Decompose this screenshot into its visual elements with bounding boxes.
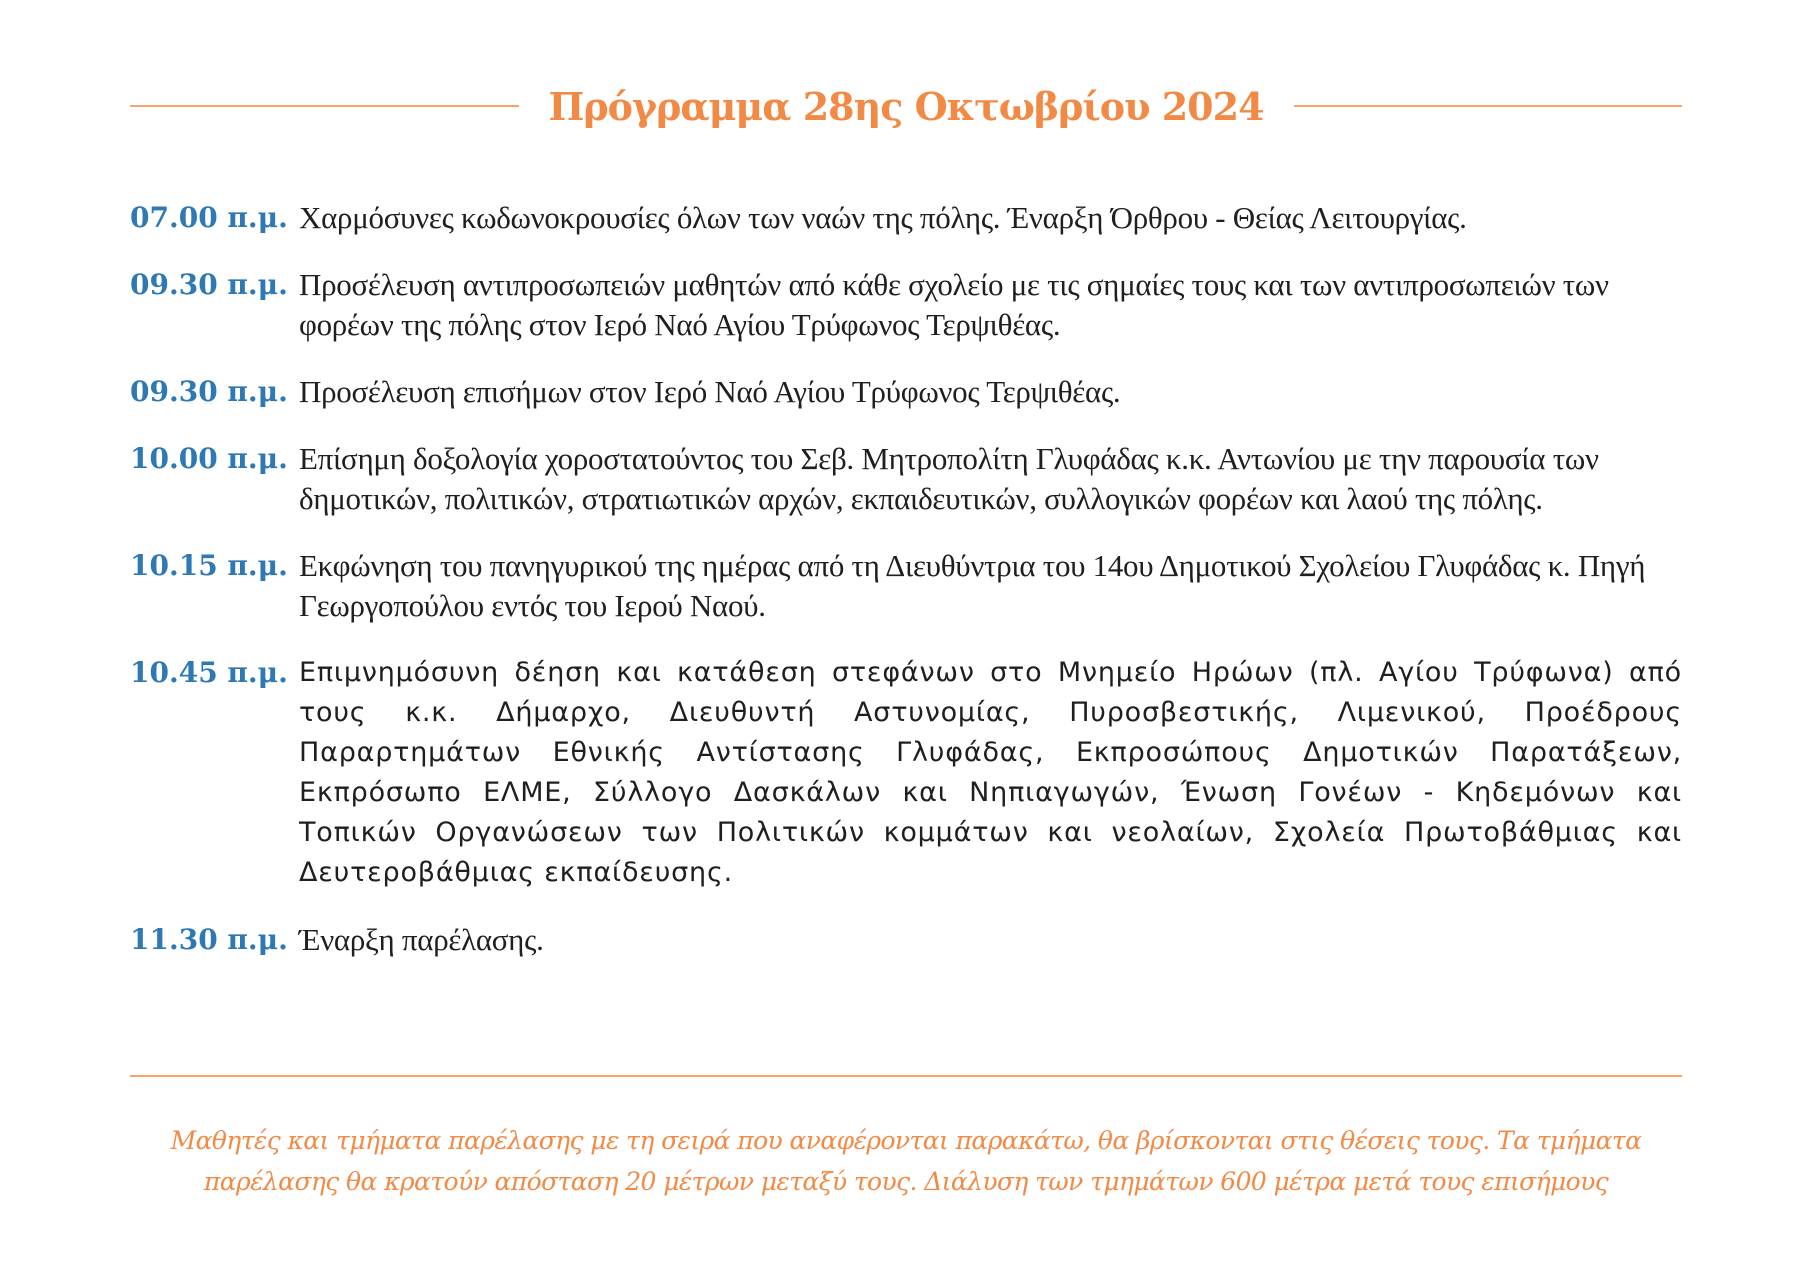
schedule-entry (130, 372, 1682, 412)
entry-description: Εκφώνηση του πανηγυρικού της ημέρας από τη Διευθύντρια του 14ου Δημοτικού Σχολείου Γλυφάδας κ. Πηγή Γεωργοπούλου εντός του Ιερού Ναού. (299, 548, 1646, 623)
entry-description: Προσέλευση αντιπροσωπειών μαθητών από κάθε σχολείο με τις σημαίες τους και των αντιπροσωπειών των φορέων της πόλης στον Ιερό Ναό Αγίου Τρύφωνος Τερψιθέας. (299, 267, 1609, 342)
footer-note-line: παρέλασης θα κρατούν απόσταση 20 μέτρων μεταξύ τους. Διάλυση των τμημάτων 600 μέτρα μετά τους επισήμους (203, 1167, 1609, 1196)
entry-description: Προσέλευση επισήμων στον Ιερό Ναό Αγίου Τρύφωνος Τερψιθέας. (299, 374, 1121, 409)
entry-description: Επιμνημόσυνη δέηση και κατάθεση στεφάνων στο Μνημείο Ηρώων (πλ. Αγίου Τρύφωνα) από τους κ.κ. Δήμαρχο, Διευθυντή Αστυνομίας, Πυροσβεστικής, Λιμενικού, Προέδρους Παραρτημάτων Εθνικής Αντίστασης Γλυφάδας, Εκπροσώπους Δημοτικών Παρατάξεων, Εκπρόσωπο ΕΛΜΕ, Σύλλογο Δασκάλων και Νηπιαγωγών, Ένωση Γονέων - Κηδεμόνων και Τοπικών Οργανώσεων των Πολιτικών κομμάτων και νεολαίων, Σχολεία Πρωτοβάθμιας και Δευτεροβάθμιας εκπαίδευσης. (299, 657, 1682, 888)
footer-note (130, 1120, 1682, 1202)
entry-description: Χαρμόσυνες κωδωνοκρουσίες όλων των ναών της πόλης. Έναρξη Όρθρου - Θείας Λειτουργίας. (299, 200, 1467, 235)
entry-time: 11.30 π.μ. (130, 923, 288, 956)
schedule-entry (130, 198, 1682, 238)
footer-rule (130, 1075, 1682, 1077)
entry-time: 09.30 π.μ. (130, 268, 288, 301)
entry-description: Επίσημη δοξολογία χοροστατούντος του Σεβ. Μητροπολίτη Γλυφάδας κ.κ. Αντωνίου με την παρουσία των δημοτικών, πολιτικών, στρατιωτικών αρχών, εκπαιδευτικών, συλλογικών φορέων και λαού της πόλης. (299, 441, 1599, 516)
entry-time: 10.00 π.μ. (130, 442, 288, 475)
schedule-entry (130, 920, 1682, 960)
entry-time: 07.00 π.μ. (130, 201, 288, 234)
entry-time: 10.45 π.μ. (130, 656, 288, 689)
schedule-entry (130, 546, 1682, 626)
header (130, 78, 1682, 134)
entry-time: 09.30 π.μ. (130, 375, 288, 408)
header-rule-left (130, 105, 519, 107)
schedule-entry (130, 265, 1682, 345)
entry-time: 10.15 π.μ. (130, 549, 288, 582)
schedule-list (130, 198, 1682, 987)
schedule-entry (130, 439, 1682, 519)
page-title: Πρόγραμμα 28ης Οκτωβρίου 2024 (548, 83, 1264, 129)
entry-description: Έναρξη παρέλασης. (299, 922, 544, 957)
schedule-entry (130, 653, 1682, 893)
footer-note-line: Μαθητές και τμήματα παρέλασης με τη σειρά που αναφέρονται παρακάτω, θα βρίσκονται στις θέσεις τους. Τα τμήματα (170, 1126, 1642, 1155)
header-rule-right (1294, 105, 1683, 107)
